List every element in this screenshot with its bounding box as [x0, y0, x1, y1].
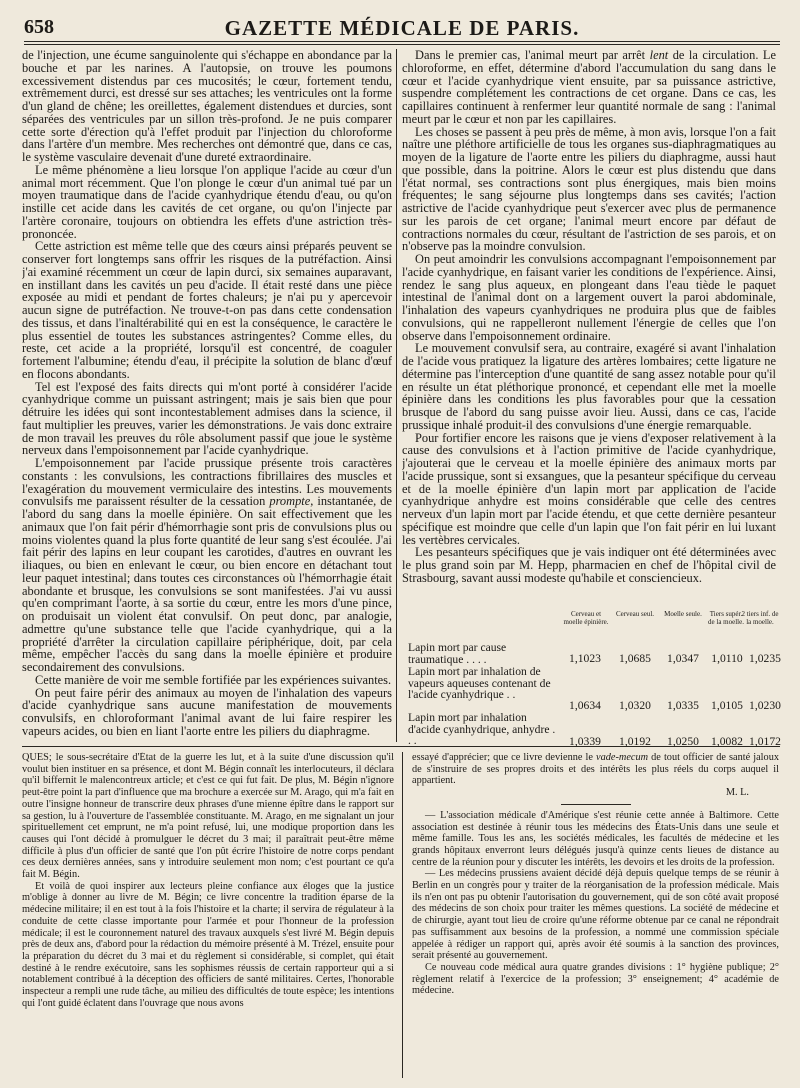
- table-cell: 1,0685: [619, 652, 651, 665]
- text-run: , instantanée, de l'abord du sang dans la moelle épinière. On sait effectivement que les animaux que l'on fait périr d'hémorrhagie sont pris de convulsions plus ou moins violentes quand la plus forte quantité de leur sang s'est écoulée. J'ai fait périr des lapins en leur coupant les carotides, d'autres en ouvrant les iliaques, ou bien en enlevant le cœur, ou bien encore en détachant tout leur paquet intestinal; dans toutes ces circonstances où l'hémorrhagie était abondante et brusque, les convulsions se sont manifestées. J'ai vu aussi qu'en comprimant l'aorte, à sa sortie du cœur, entre les mors d'une pince, on produisait un violent état convulsif. On peut donc, par analogie, admettre qu'une substance telle que l'acide cyanhydrique, qui a la propriété d'arrêter la circulation capillaire périphérique, doit, par cela même, empêcher l'accès du sang dans la moelle épinière et produire secondairement des convulsions.: [22, 494, 392, 674]
- specific-gravity-table: [402, 610, 781, 748]
- paragraph: [22, 457, 392, 674]
- table-cell: 1,0320: [619, 699, 651, 712]
- paragraph: Cette astriction est même telle que des cœurs ainsi préparés peuvent se conserver fort longtemps sans offrir les risques de la putréfaction. Ainsi j'ai examiné récemment un cœur de lapin durci, six semaines auparavant, en instillant dans les cavités un peu d'acide. Il était resté dans une pièce exposée au midi et pendant de fortes chaleurs; je n'ai pu y apercevoir aucun signe de putréfaction. Ne trouve-t-on pas dans cette condensation des tissus, et dans l'inaltérabilité qui en est la conséquence, le caractère le plus essentiel de toutes les substances astringentes? Comme elles, du reste, cet acide a la propriété, lorsqu'il est concentré, de coaguler fortement l'albumine; étendu d'eau, il précipite la solution de blanc d'œuf en flocons abondants.: [22, 239, 392, 381]
- emphasis: vade-mecum: [596, 752, 649, 763]
- row-label: Lapin mort par inhalation d'acide cyanhydrique, anhydre . . .: [408, 711, 556, 747]
- table-cell: 1,0105: [711, 699, 743, 712]
- table-cell: 1,0110: [711, 652, 743, 665]
- table-cell: 1,0634: [569, 699, 601, 712]
- news-item: — L'association médicale d'Amérique s'est réunie cette année à Baltimore. Cette association est destinée à réunir tous les médecins des États-Unis dans une seule et même famille. Tous les ans, les sociétés médicales, les facultés de médecine et les grands hôpitaux enverront leurs délégués jusqu'à quinze cents lieues de distance au centre de la réunion pour y discuter les intérêts, les devoirs et les droits de la profession.: [412, 809, 779, 868]
- paragraph: Les pesanteurs spécifiques que je vais indiquer ont été déterminées avec le plus grand soin par M. Hepp, pharmacien en chef de l'hôpital civil de Strasbourg, savant aussi modeste qu'habile et consciencieux.: [402, 545, 776, 585]
- page-number: 658: [24, 16, 54, 38]
- paragraph: Les choses se passent à peu près de même, à mon avis, lorsque l'on a fait naître une pléthore artificielle de tous les organes sus-diaphragmatiques au moyen de la ligature de l'aorte entre les piliers du diaphragme, aussi haut que possible, dans la poitrine. Alors le cœur est plus distendu que dans l'état normal, ses contractions sont plus énergiques, mais bien moins fréquentes; le sang séjourne plus longtemps dans ses cavités; l'action astrictive de l'acide cyanhydrique peut s'exercer avec plus de permanence sur les parois de cet organe; l'animal meurt encore par défaut de contractions normales du cœur, résultant de l'astriction de ses parois, et on n'observe pas la moindre convulsion.: [402, 124, 776, 254]
- left-column-article: [22, 49, 392, 742]
- emphasis: lent: [649, 49, 669, 62]
- row-label: Lapin mort par inhalation de vapeurs aqueuses contenant de l'acide cyanhydrique . .: [408, 665, 551, 701]
- short-rule: [561, 804, 631, 805]
- table-cell: 1,1023: [569, 652, 601, 665]
- header-rule-secondary: [24, 44, 780, 45]
- paragraph: Et voilà de quoi inspirer aux lecteurs pleine confiance aux éloges que la justice m'oblige à donner au livre de M. Bégin; ce livre concentre la tradition éparse de la médecine militaire; il en est tout à la fois l'histoire et la charte; il servira de régulateur à la conduite de cette classe importante pour l'armée et pour l'honneur de la profession médicale; il est le couronnement naturel des travaux auxquels s'est livré M. Bégin depuis près de deux ans, d'abord pour la rédaction du mémoire présenté à M. Trézel, ensuite pour la préparation du décret du 3 mai et du règlement si considérable, si complet, qui était destiné à le rendre exécutoire, sans les sophismes réussis de certain rapporteur qui a si notablement contribué à la déception des officiers de santé militaires. Certes, l'honorable inspecteur a rempli une rude tâche, au milieu des difficultés de toute espèce; les intentions qui l'ont guidé éclatent dans l'ouvrage que nous avons: [22, 880, 394, 1009]
- news-column: [412, 752, 779, 1078]
- text-run: de la circulation. Le chloroforme, en effet, détermine d'abord l'accumulation du sang dans le cœur et l'acide cyanhydrique vient ensuite, par sa puissance astrictive, suspendre complétement les contractions de cet organe. Dans ce cas, les capillaires continuent à renfermer leur quantité normale de sang : l'animal meurt par le cœur et non par les capillaires.: [402, 49, 776, 126]
- table-header: Moelle seule.: [664, 610, 702, 618]
- paragraph: [402, 49, 776, 126]
- table-header: Tiers supér. de la moelle.: [708, 610, 744, 626]
- table-header: Cerveau seul.: [615, 610, 655, 618]
- table-header: Cerveau et moelle épinière.: [563, 610, 609, 626]
- paragraph: Pour fortifier encore les raisons que je viens d'exposer relativement à la cause des convulsions et à l'action primitive de l'acide cyanhydrique, j'ajouterai que le cerveau et la moelle épinière des animaux morts par l'acide prussique, sont si exsangues, que la pesanteur spécifique du cerveau et de la moelle épinière d'un lapin mort par application de l'acide cyanhydrique anhydre est moins considérable que celle des centres nerveux d'un lapin mort par l'acide étendu, et que cette dernière pesanteur spécifique est moindre que celle d'un lapin que l'on fait périr en lui luxant les vertèbres cervicales.: [402, 430, 776, 547]
- table-cell: 1,0082: [711, 735, 743, 748]
- right-column-article: [402, 49, 776, 607]
- paragraph: Le mouvement convulsif sera, au contraire, exagéré si avant l'inhalation de l'acide vous pratiquez la ligature des artères lombaires; cette ligature ne détermine pas l'interception d'une quantité de sang assez notable pour qu'il en résulte un état pléthorique prononcé, et cependant elle met la moelle épinière dans les conditions les plus favorables pour que la cessation brusque de l'abord du sang puisse avoir lieu. Aussi, dans ce cas, l'acide prussique inhalé produit-il des convulsions d'une énergie remarquable.: [402, 341, 776, 432]
- table-cell: 1,0339: [569, 735, 601, 748]
- table-cell: 1,0235: [749, 652, 781, 665]
- review-column: [22, 752, 394, 1078]
- news-item: — Les médecins prussiens avaient décidé déjà depuis quelque temps de se réunir à Berlin en un congrès pour y traiter de la réorganisation de la profession médicale. Mais ils n'en ont pas pu obtenir l'autorisation du gouvernement, qui de son côté avait proposé des médecins de son choix pour traiter les mêmes questions. La société de médecine et de chirurgie, ayant tout lieu de croire qu'une réforme obtenue par ce canal ne répondrait pas suffisamment aux besoins de la profession, a nommé une commission spéciale appelée à rédiger un rapport qui, après avoir été soumis à la sanction des provinces, serait présenté au gouvernement.: [412, 868, 779, 962]
- paragraph: Tel est l'exposé des faits directs qui m'ont porté à considérer l'acide cyanhydrique comme un puissant astringent; mais je sais bien que pour détruire les idées qui sont incontestablement admises dans la science, il faut multiplier les preuves, varier les démonstrations. Je vais donc extraire de mon travail les preuves du rôle absolument passif que joue le système nerveux dans l'empoisonnement par l'acide cyanhydrique.: [22, 379, 392, 458]
- paragraph: Le même phénomène a lieu lorsque l'on applique l'acide au cœur d'un animal mort récemment. Que l'on plonge le cœur d'un animal tué par un moyen traumatique dans de l'acide cyanhydrique étendu d'eau, ou qu'on instille cet acide dans les cavités de cet organe, ou qu'on l'injecte par l'artère coronaire, toujours on obtiendra les effets d'une astriction très-prononcée.: [22, 162, 392, 241]
- paragraph: de l'injection, une écume sanguinolente qui s'échappe en abondance par la bouche et par les narines. A l'autopsie, on trouve les poumons excessivement distendus par ces mucosités; le cœur, fortement tendu, extrêmement durci, est dressé sur ses attaches; les ventricules ont la forme d'un gland de chêne; les oreillettes, également distendues et durcies, sont séparées des ventricules par un sillon très-profond. Je ne puis comparer cette sorte d'érection qu'à l'effet produit par l'injection du chloroforme dans l'artère d'un membre. Mes recherches ont démontré que, dans ce cas, le système vasculaire devenait d'une dureté extraordinaire.: [22, 49, 392, 164]
- author-signature: M. L.: [725, 787, 749, 799]
- paragraph: [412, 752, 779, 787]
- paragraph: Cette manière de voir me semble fortifiée par les expériences suivantes.: [35, 672, 392, 687]
- column-divider: [396, 49, 397, 742]
- text-run: de tout officier de santé jaloux de s'instruire de ses propres droits et des intérêts les plus réels du corps auquel il appartient.: [412, 752, 779, 787]
- table-cell: 1,0335: [667, 699, 699, 712]
- paragraph: Ce nouveau code médical aura quatre grandes divisions : 1° hygiène publique; 2° règlement relatif à l'exercice de la profession; 3° enseignement; 4° académie de médecine.: [412, 961, 779, 997]
- section-divider: [22, 746, 780, 747]
- page-header: [24, 16, 780, 38]
- text-run: L'empoisonnement par l'acide prussique présente trois caractères constants : les convulsions, les contractions fibrillaires des muscles et l'exagération du mouvement vermiculaire des intestins. Les mouvements convulsifs me paraissent résulter de la cessation: [22, 456, 392, 509]
- header-rule: [24, 41, 780, 42]
- paragraph: On peut amoindrir les convulsions accompagnant l'empoisonnement par l'acide cyanhydrique, en faisant varier les conditions de l'expérience. Ainsi, rendez le sang plus aqueux, en plongeant dans l'eau tiède le paquet intestinal de l'animal dont on a largement ouvert la paroi abdominale, l'inhalation des vapeurs cyanhydriques ne produira plus que de faibles convulsions, qui ne rappelleront nullement l'énergie de celles que l'on observe dans l'empoisonnement ordinaire.: [402, 252, 776, 343]
- table-cell: 1,0250: [667, 735, 699, 748]
- row-label: Lapin mort par cause traumatique . . . .: [408, 641, 507, 666]
- journal-title: GAZETTE MÉDICALE DE PARIS.: [224, 16, 580, 40]
- column-divider: [402, 752, 403, 1078]
- text-run: Dans le premier cas, l'animal meurt par arrêt: [415, 49, 650, 62]
- table-cell: 1,0230: [749, 699, 781, 712]
- text-run: essayé d'apprécier; que ce livre devienne le: [412, 752, 597, 763]
- paragraph: QUES; le sous-secrétaire d'État de la guerre les lut, et à la suite d'une discussion qu'il voulut bien instituer en sa présence, et dont M. Bégin connaît les interlocuteurs, il déclara qu'il biffernit le malencontreux article; et c'est ce qui fut fait. De plus, M. Bégin n'ignore peut-être point la part d'influence que ma brochure a exercée sur M. Arago, qui m'a fait en outre l'insigne honneur de transcrire deux phrases d'une mienne épître dans le rapport sur sa gestion, lu à l'ouverture de l'assemblée constituante. M. Arago, en me signalant un jour spirituellement cet emprunt, ne m'a point refusé, lui, une modique proportion dans les causes qui l'ont décidé à promulguer le décret du 3 mai; il paraîtrait peut-être même difficile à plus d'un officier de santé que l'on pût écrire l'histoire de notre corps pendant ces deux dernières années, sans y introduire seulement mon nom; c'est pourtant ce qu'a fait M. Bégin.: [22, 752, 394, 881]
- table-cell: 1,0192: [619, 735, 651, 748]
- emphasis: prompte: [269, 494, 311, 509]
- table-cell: 1,0347: [667, 652, 699, 665]
- table-header: 2 tiers inf. de la moelle.: [741, 610, 779, 626]
- table-cell: 1,0172: [749, 735, 781, 748]
- paragraph: On peut faire périr des animaux au moyen de l'inhalation des vapeurs d'acide cyanhydrique sans aucune manifestation de mouvements convulsifs, en chloroformant l'animal avant de lui faire respirer les vapeurs acides, ou bien en liant l'aorte entre les piliers du diaphragme.: [22, 685, 392, 738]
